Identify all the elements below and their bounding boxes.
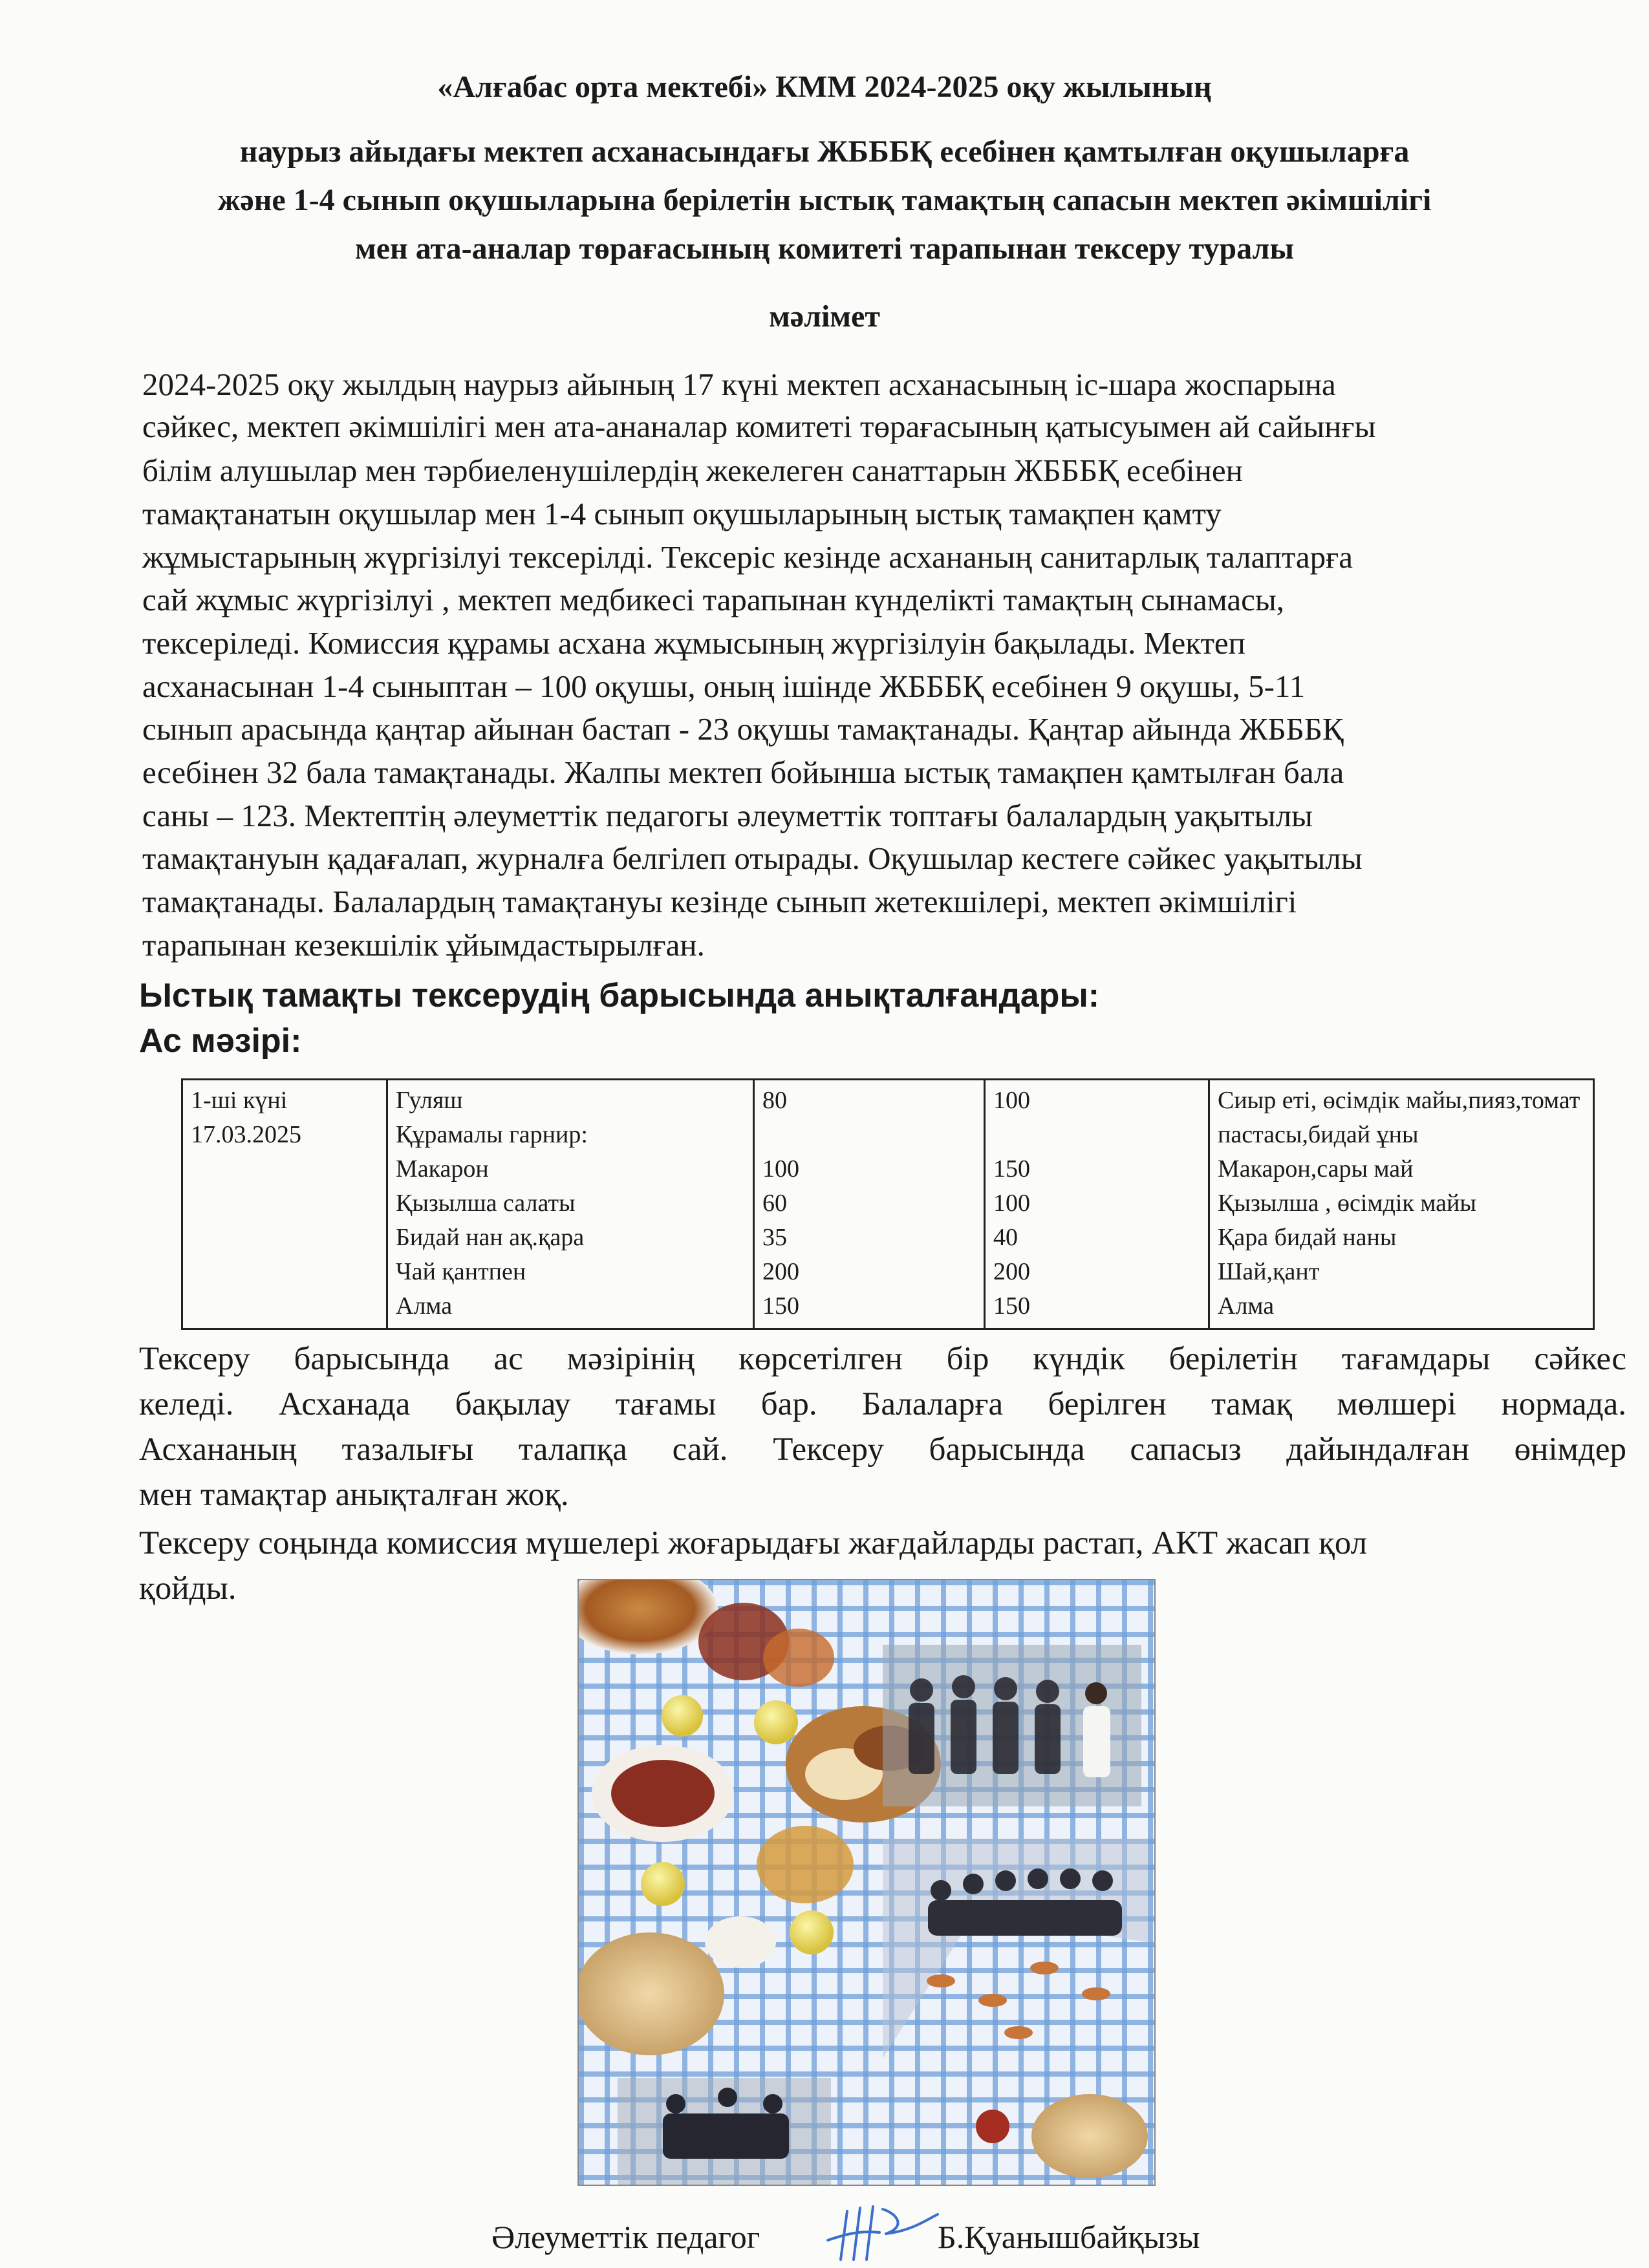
dishes-cell bbox=[387, 1080, 754, 1329]
table-row bbox=[182, 1080, 1594, 1329]
noodle-plate-shape bbox=[1031, 2094, 1148, 2178]
intro-line: сай жұмыс жүргізілуі , мектеп медбикесі тарапынан күнделікті тамақтың сынамасы, bbox=[142, 582, 1285, 617]
dish-name: Құрамалы гарнир: bbox=[396, 1121, 588, 1148]
dish-name: Қызылша салаты bbox=[396, 1190, 576, 1217]
header-line-4: мен ата-аналар төрағасының комитеті тарапынан тексеру туралы bbox=[355, 231, 1294, 266]
portion-value bbox=[993, 1118, 1200, 1153]
ingredient-text: Сиыр еті, өсімдік майы,пияз,томат bbox=[1218, 1087, 1580, 1114]
portion-2-cell bbox=[985, 1080, 1209, 1329]
header-line-5: мәлімет bbox=[769, 299, 880, 334]
ingredients-cell bbox=[1209, 1080, 1594, 1329]
dish-name: Гуляш bbox=[396, 1087, 463, 1114]
conclusion-line: Асхананың тазалығы талапқа сай. Тексеру барысында сапасыз дайындалған өнімдер bbox=[139, 1431, 1626, 1468]
intro-line: тамақтанатын оқушылар мен 1-4 сынып оқушыларының ыстық тамақпен қамту bbox=[142, 496, 1222, 531]
findings-heading: Ыстық тамақты тексерудің барысында анықталғандары: bbox=[139, 977, 1100, 1014]
portion-value: 150 bbox=[993, 1155, 1030, 1182]
bottom-people-group bbox=[663, 2088, 789, 2159]
day-date: 17.03.2025 bbox=[191, 1121, 301, 1148]
intro-line: жұмыстарының жүргізілуі тексерілді. Тексеріс кезінде асхананың санитарлық талаптарға bbox=[142, 539, 1353, 575]
portion-value bbox=[762, 1118, 976, 1153]
nurse-figure bbox=[1083, 1706, 1110, 1777]
portion-value: 200 bbox=[762, 1258, 799, 1285]
collage-image bbox=[579, 1580, 1154, 2185]
intro-line: тамақтанады. Балалардың тамақтануы кезінде сынып жетекшілері, мектеп әкімшілігі bbox=[142, 884, 1297, 919]
juice-shape bbox=[757, 1826, 854, 1903]
day-cell bbox=[182, 1080, 387, 1329]
plate-shape bbox=[705, 1916, 776, 1968]
canteen-photo-collage bbox=[577, 1579, 1156, 2186]
day-label: 1-ші күні bbox=[191, 1087, 288, 1114]
person-head bbox=[1085, 1682, 1107, 1704]
header-line-2: наурыз айыдағы мектеп асханасындағы ЖБББҚ есебінен қамтылған оқушыларға bbox=[239, 134, 1410, 169]
apple-shape bbox=[641, 1862, 685, 1906]
ingredient-text: Шай,қант bbox=[1218, 1258, 1320, 1285]
ingredient-text: Қызылша , өсімдік майы bbox=[1218, 1190, 1476, 1217]
intro-line: тексеріледі. Комиссия құрамы асхана жұмысының жүргізілуін бақылады. Мектеп bbox=[142, 625, 1245, 661]
conclusion-line: келеді. Асханада бақылау тағамы бар. Балаларға берілген тамақ мөлшері нормада. bbox=[139, 1386, 1626, 1422]
portion-value: 80 bbox=[762, 1087, 787, 1114]
intro-line: білім алушылар мен тәрбиеленушілердің жекелеген санаттарын ЖБББҚ есебінен bbox=[142, 453, 1243, 488]
intro-line: сынып арасында қаңтар айынан бастап - 23 оқушы тамақтанады. Қаңтар айында ЖБББҚ bbox=[142, 711, 1344, 747]
handwritten-signature bbox=[821, 2195, 944, 2266]
header-line-1: «Алғабас орта мектебі» КММ 2024-2025 оқу жылының bbox=[437, 70, 1212, 104]
portion-value: 150 bbox=[762, 1292, 799, 1320]
portion-value: 35 bbox=[762, 1224, 787, 1251]
ingredient-text: Макарон,сары май bbox=[1218, 1155, 1414, 1182]
portion-value: 150 bbox=[993, 1292, 1030, 1320]
intro-line: 2024-2025 оқу жылдың наурыз айының 17 күні мектеп асханасының іс-шара жоспарына bbox=[142, 367, 1336, 402]
portion-1-cell bbox=[754, 1080, 985, 1329]
intro-line: есебінен 32 бала тамақтанады. Жалпы мектеп бойынша ыстық тамақпен қамтылған бала bbox=[142, 754, 1344, 790]
signature-name: Б.Қуанышбайқызы bbox=[938, 2219, 1200, 2255]
apple-shape bbox=[790, 1910, 834, 1954]
portion-value: 60 bbox=[762, 1190, 787, 1217]
dish-name: Бидай нан ақ.қара bbox=[396, 1224, 585, 1251]
dish-name: Чай қантпен bbox=[396, 1258, 526, 1285]
noodle-plate-shape bbox=[579, 1932, 724, 2055]
conclusion-line: Тексеру барысында ас мәзірінің көрсетілген бір күндік берілетін тағамдары сәйкес bbox=[139, 1341, 1626, 1377]
ingredient-text: Алма bbox=[1218, 1292, 1275, 1320]
signature-role: Әлеуметтік педагог bbox=[491, 2219, 760, 2255]
closing-line: қойды. bbox=[139, 1570, 237, 1607]
conclusion-line: мен тамақтар анықталған жоқ. bbox=[139, 1477, 569, 1513]
intro-line: сәйкес, мектеп әкімшілігі мен ата-ананалар комитеті төрағасының қатысуымен ай сайынғы bbox=[142, 409, 1376, 444]
salad-shape bbox=[611, 1760, 715, 1827]
apple-shape bbox=[662, 1695, 703, 1737]
dish-name: Алма bbox=[396, 1292, 453, 1320]
closing-line: Тексеру соңында комиссия мүшелері жоғарыдағы жағдайларды растап, АКТ жасап қол bbox=[139, 1525, 1368, 1561]
intro-line: тамақтануын қадағалап, журналға белгілеп отырады. Оқушылар кестеге сәйкес уақытылы bbox=[142, 840, 1363, 876]
ingredient-text: пастасы,бидай ұны bbox=[1218, 1121, 1419, 1148]
dish-name: Макарон bbox=[396, 1155, 489, 1182]
intro-line: асханасынан 1-4 сыныптан – 100 оқушы, оның ішінде ЖБББҚ есебінен 9 оқушы, 5-11 bbox=[142, 669, 1306, 704]
ingredient-text: Қара бидай наны bbox=[1218, 1224, 1397, 1251]
portion-value: 100 bbox=[993, 1087, 1030, 1114]
header-line-3: және 1-4 сынып оқушыларына берілетін ыстық тамақтың сапасын мектеп әкімшілігі bbox=[217, 183, 1432, 217]
apple-shape bbox=[754, 1700, 798, 1744]
portion-value: 200 bbox=[993, 1258, 1030, 1285]
menu-table bbox=[181, 1078, 1595, 1330]
portion-value: 40 bbox=[993, 1224, 1018, 1251]
portion-value: 100 bbox=[993, 1190, 1030, 1217]
intro-line: тарапынан кезекшілік ұйымдастырылған. bbox=[142, 927, 705, 963]
signature-block bbox=[0, 2211, 1649, 2263]
menu-heading: Ас мәзірі: bbox=[139, 1022, 302, 1060]
portion-value: 100 bbox=[762, 1155, 799, 1182]
intro-line: саны – 123. Мектептің әлеуметтік педагогы әлеуметтік топтағы балалардың уақытылы bbox=[142, 798, 1313, 833]
fruit-shape bbox=[976, 2110, 1009, 2143]
tea-cup-shape bbox=[763, 1629, 834, 1687]
